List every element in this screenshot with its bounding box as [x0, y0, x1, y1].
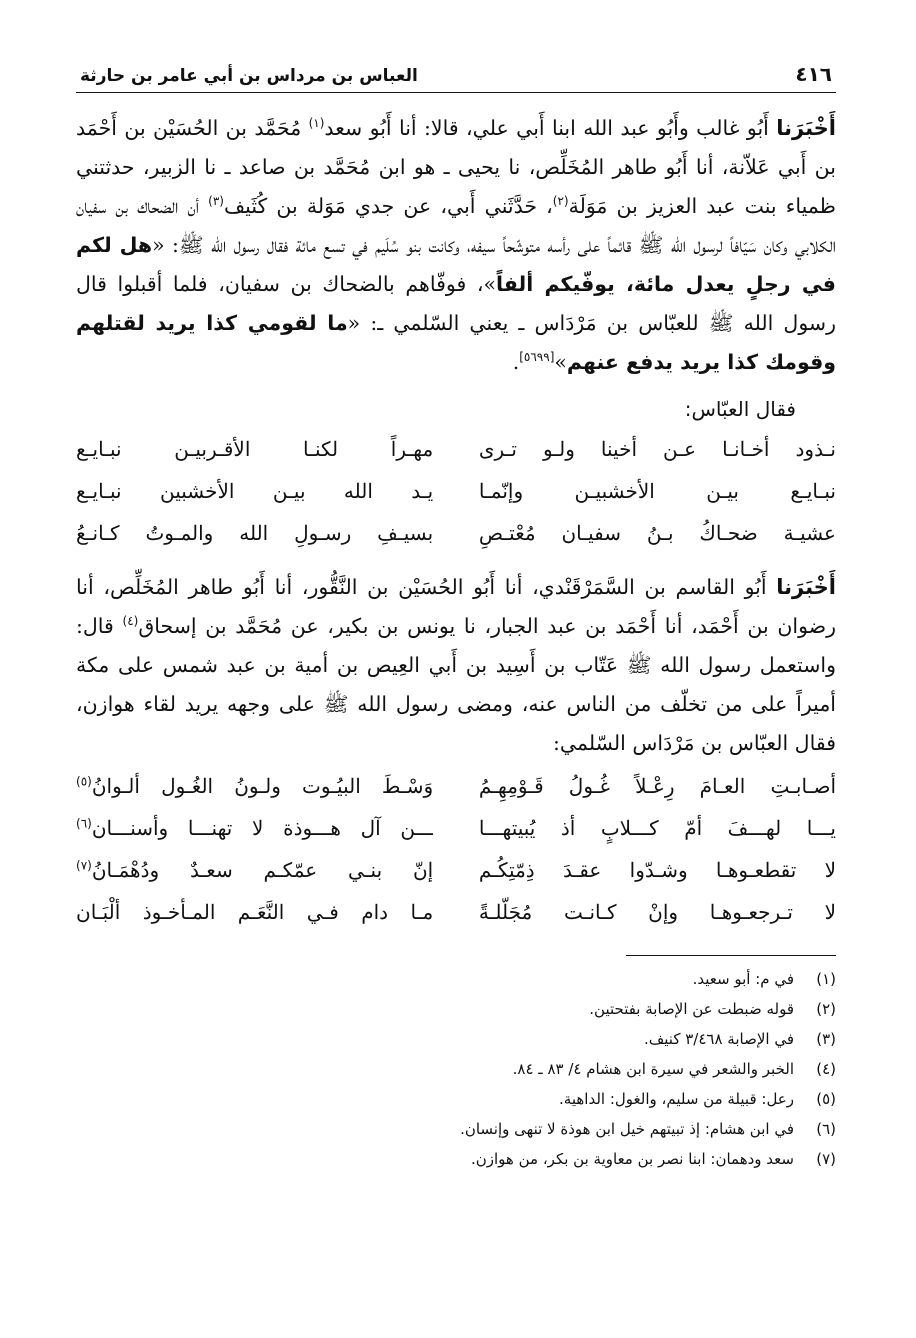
hemistich-text: إنّ بنـي عمّكـم سعـدٌ ودُهْمَـانُ [91, 858, 434, 882]
verse-line [76, 891, 836, 933]
verse-intro: فقال العبّاس: [684, 397, 796, 421]
hemistich-first: لا تـرجعـوهـا وإنْ كـانـت مُجَلّلـةً [478, 900, 836, 924]
footnote-marker: (١) [308, 116, 325, 131]
running-header [76, 62, 836, 93]
footnote [76, 1114, 836, 1144]
hadith-quote: هل لكم في رجلٍ يعدل مائة، يوفّيكم ألفاً [76, 233, 836, 296]
text-run: »، فوفّاهم بالضحاك بن سفيان، فلما أقبلوا قال رسول الله ﷺ للعبّاس بن مَرْدَاس ـ يعني السّلمي ـ: « [76, 272, 836, 335]
footnote-text: الخبر والشعر في سيرة ابن هشام ٤/ ٨٣ ـ ٨٤. [512, 1060, 794, 1078]
footnote-number: (٥) [816, 1090, 836, 1108]
hemistich-second [76, 849, 433, 891]
running-title: العباس بن مرداس بن أبي عامر بن حارثة [80, 66, 418, 86]
footnote-separator [626, 955, 836, 956]
verse-line [76, 807, 836, 849]
footnote-text: في ابن هشام: إذ تبيتهم خيل ابن هوذة لا تنهى وإنسان. [460, 1120, 794, 1138]
footnote-text: سعد ودهمان: ابنا نصر بن معاوية بن بكر، من هوازن. [470, 1150, 794, 1168]
verse-line [76, 470, 836, 512]
footnote [76, 964, 836, 994]
paragraph-2 [76, 568, 836, 763]
page-number: ٤١٦ [795, 62, 832, 86]
paragraph-lead: أَخْبَرَنا [776, 116, 836, 140]
verse-line [76, 512, 836, 554]
footnotes [76, 964, 836, 1174]
hemistich-first: أصـابـتِ العـامَ رِعْـلاً غُـولُ قَـوْمِهِـمُ [478, 774, 836, 798]
hemistich-second: مهـراً لكنـا الأقـربيـن نبـايـع [76, 437, 434, 461]
hemistich-text: ـــن آل هـــوذة لا تهنـــا وأسنـــان [91, 816, 434, 840]
verse-line [76, 765, 836, 807]
footnote-marker: (٦) [76, 816, 92, 831]
text-run: أَبُو القاسم بن السَّمَرْقَنْدي، أنا أَبُو الحُسَيْن بن النَّقُّور، أنا أَبُو طاهر المُخَلِّص، أنا رضوان بن أَحْمَد، أنا أَحْمَد بن عبد الجبار، نا يونس بن بكير، عن مُحَمَّد بن إسحاق [76, 575, 836, 638]
hemistich-second [76, 807, 433, 849]
hemistich-text: وَسْـطَ البيُـوت ولـونُ الغُـول ألـوانُ [91, 774, 434, 798]
footnote-number: (٢) [816, 1000, 836, 1018]
hemistich-second: مـا دام فـي النَّعَـم المـأخـوذ ألْبَـان [76, 900, 434, 924]
paragraph-1 [76, 109, 836, 382]
footnote-number: (١) [816, 970, 836, 988]
hadith-number: [٥٦٩٩] [519, 350, 555, 365]
text-run: ، حَدَّثَني أَبي، عن جدي مَوَلة بن كُثَيف [223, 194, 553, 218]
footnote-number: (٦) [816, 1120, 836, 1138]
footnote-marker: (٣) [208, 194, 224, 209]
footnote [76, 994, 836, 1024]
text-run: أن الضحاك بن سفيان الكلابي وكان سَيّافاً لرسول الله ﷺ قائماً على رأسه متوشّحاً سيفه، وكانت بنو سُلَيم في تسع مائة فقال رسول الله ﷺ: « [76, 194, 836, 257]
hemistich-first: نبـايـع بيـن الأخشبيـن وإنّمـا [478, 479, 836, 503]
verse-line [76, 428, 836, 470]
hemistich-second [76, 765, 433, 807]
text-run: أَبُو غالب وأَبُو عبد الله ابنا أَبي علي، قالا: أنا أَبُو سعد [324, 116, 777, 140]
footnote-text: قوله ضبطت عن الإصابة بفتحتين. [589, 1000, 794, 1018]
text-run: مُحَمَّد بن الحُسَيْن بن أَحْمَد بن أَبي عَلاّنة، أنا أَبُو طاهر المُخَلِّص، نا يحيى ـ هو ابن مُحَمَّد بن صاعد ـ نا الزبير، حدثتني ظمياء بنت عبد العزيز بن مَوَلَة [76, 116, 836, 218]
footnote-marker: (٧) [76, 858, 92, 873]
hemistich-first: نـذود أخـانـا عـن أخينا ولـو تـرى [478, 437, 836, 461]
footnote-marker: (٤) [122, 614, 139, 629]
hemistich-second: بسيـفِ رسـولِ الله والمـوتُ كـانـعُ [76, 521, 434, 545]
verse-line [76, 849, 836, 891]
footnote [76, 1084, 836, 1114]
hemistich-second: يـد الله بيـن الأخشبين نبـايـع [76, 479, 434, 503]
hemistich-first: يـــا لهـــفَ أمّ كـــلابٍ أذ يُبيتهـــا [478, 816, 836, 840]
poem-2 [76, 765, 836, 933]
footnote-text: في الإصابة ٣/٤٦٨ كنيف. [643, 1030, 794, 1048]
hemistich-first: لا تقطعـوهـا وشـدّوا عقـدَ ذِمّتِكُـم [478, 858, 836, 882]
footnote-text: رعل: قبيلة من سليم، والغول: الداهية. [559, 1090, 794, 1108]
poem-1 [76, 428, 836, 554]
footnote-number: (٧) [816, 1150, 836, 1168]
footnote-marker: (٥) [76, 774, 92, 789]
text-run: . [512, 350, 520, 374]
text-run: » [554, 350, 567, 374]
hadith-quote: ما لقومي كذا يريد لقتلهم وقومك كذا يريد يدفع عنهم [76, 311, 836, 374]
text-run: قال: واستعمل رسول الله ﷺ عَتّاب بن أَسِيد بن أَبي العِيص بن أمية بن عبد شمس على مكة أميراً على من تخلّف من الناس عنه، ومضى رسول الله ﷺ على وجهه يريد لقاء هوازن، فقال العبّاس بن مَرْدَاس السّلمي: [76, 614, 836, 755]
footnote [76, 1144, 836, 1174]
footnote-number: (٣) [816, 1030, 836, 1048]
footnote-number: (٤) [816, 1060, 836, 1078]
hemistich-first: عشيـة ضحـاكُ بـنُ سفيـان مُعْتـصِ [478, 521, 836, 545]
footnote [76, 1054, 836, 1084]
paragraph-lead: أَخْبَرَنا [776, 575, 836, 599]
footnote-marker: (٢) [552, 194, 569, 209]
footnote-text: في م: أبو سعيد. [692, 970, 794, 988]
footnote [76, 1024, 836, 1054]
